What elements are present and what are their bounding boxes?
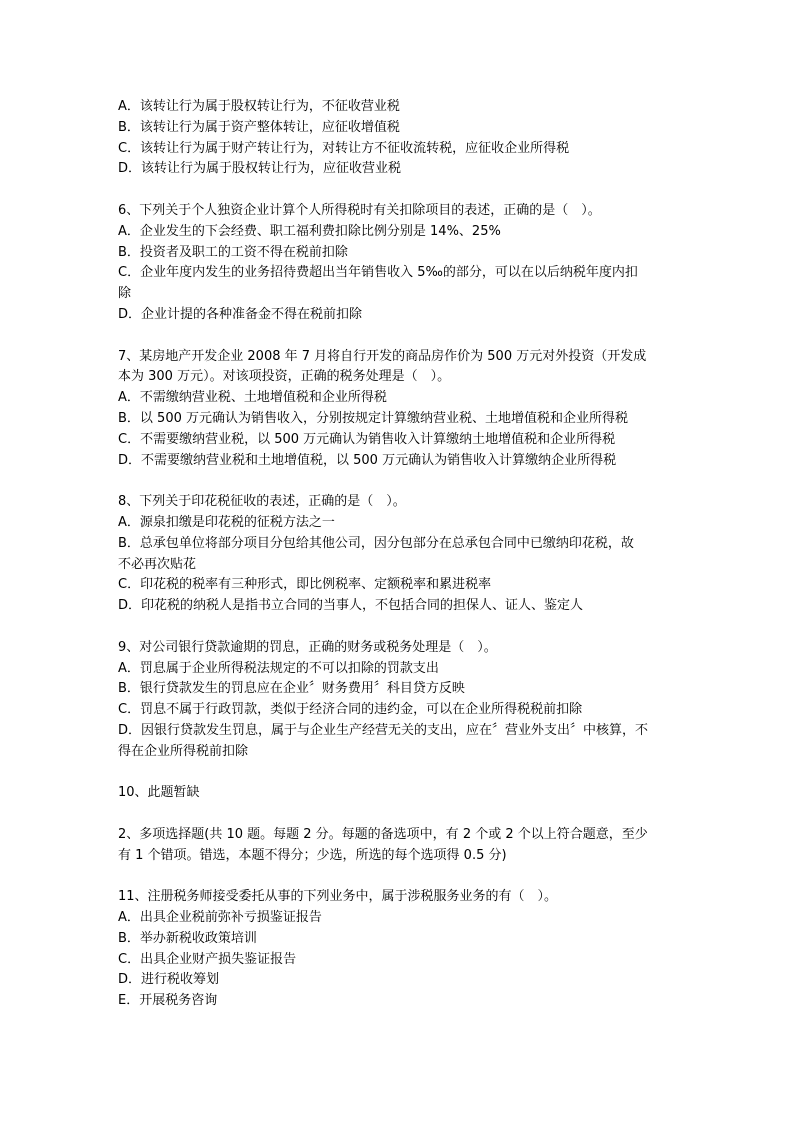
q7-option-a: A．不需缴纳营业税、土地增值税和企业所得税 [118, 390, 387, 406]
q7-stem: 7、某房地产开发企业 2008 年 7 月将自行开发的商品房作价为 500 万元对外投资（开发成 [118, 348, 647, 364]
q6-option-c: C．企业年度内发生的业务招待费超出当年销售收入 5‰的部分，可以在以后纳税年度内扣 [118, 265, 638, 281]
q5-option-d: D．该转让行为属于股权转让行为，应征收营业税 [118, 161, 402, 177]
q6-option-b: B．投资者及职工的工资不得在税前扣除 [118, 244, 348, 260]
question-8 [118, 492, 678, 617]
q11-option-e: E．开展税务咨询 [118, 993, 218, 1009]
q11-stem: 11、注册税务师接受委托从事的下列业务中，属于涉税服务业务的有（ ）。 [118, 889, 558, 905]
q6-option-c-cont: 除 [118, 286, 132, 302]
q6-option-a: A．企业发生的下会经费、职工福利费扣除比例分别是 14%、25% [118, 223, 501, 239]
q7-option-c: C．不需要缴纳营业税，以 500 万元确认为销售收入计算缴纳土地增值税和企业所得税 [118, 431, 616, 447]
q9-option-d: D．因银行贷款发生罚息，属于与企业生产经营无关的支出，应在〞营业外支出〞中核算，不 [118, 722, 649, 738]
q8-option-c: C．印花税的税率有三种形式，即比例税率、定额税率和累进税率 [118, 577, 492, 593]
q11-option-b: B．举办新税收政策培训 [118, 930, 257, 946]
question-6 [118, 201, 678, 326]
q6-stem: 6、下列关于个人独资企业计算个人所得税时有关扣除项目的表述，正确的是（ ）。 [118, 202, 601, 218]
q9-stem: 9、对公司银行贷款逾期的罚息，正确的财务或税务处理是（ ）。 [118, 639, 497, 655]
section-2-heading-line-2: 有 1 个错项。错选，本题不得分；少选，所选的每个选项得 0.5 分) [118, 847, 507, 863]
q11-option-d: D．进行税收筹划 [118, 972, 220, 988]
q5-option-a: A．该转让行为属于股权转让行为，不征收营业税 [118, 99, 400, 114]
q9-option-d-cont: 得在企业所得税前扣除 [118, 743, 249, 759]
q5-option-c: C．该转让行为属于财产转让行为，对转让方不征收流转税，应征收企业所得税 [118, 140, 570, 156]
q8-option-b: B．总承包单位将部分项目分包给其他公司，因分包部分在总承包合同中已缴纳印花税，故 [118, 535, 634, 551]
q9-option-c: C．罚息不属于行政罚款，类似于经济合同的违约金，可以在企业所得税税前扣除 [118, 702, 583, 718]
question-9 [118, 638, 678, 763]
q11-option-c: C．出具企业财产损失鉴证报告 [118, 951, 297, 967]
section-2-heading [118, 825, 678, 867]
document-page [118, 97, 678, 1033]
q9-option-b: B．银行贷款发生的罚息应在企业〞财务费用〞科目贷方反映 [118, 681, 465, 697]
q11-option-a: A．出具企业税前弥补亏损鉴证报告 [118, 910, 322, 926]
q8-stem: 8、下列关于印花税征收的表述，正确的是（ ）。 [118, 494, 406, 510]
q6-option-d: D．企业计提的各种准备金不得在税前扣除 [118, 306, 363, 322]
q7-option-b: B．以 500 万元确认为销售收入，分别按规定计算缴纳营业税、土地增值税和企业所得税 [118, 410, 628, 426]
q9-option-a: A．罚息属于企业所得税法规定的不可以扣除的罚款支出 [118, 660, 439, 676]
q5-option-b: B．该转让行为属于资产整体转让，应征收增值税 [118, 119, 400, 135]
q8-option-b-cont: 不必再次贴花 [118, 556, 197, 572]
q7-option-d: D．不需要缴纳营业税和土地增值税，以 500 万元确认为销售收入计算缴纳企业所得税 [118, 452, 617, 468]
q7-stem-cont: 本为 300 万元）。对该项投资，正确的税务处理是（ ）。 [118, 369, 451, 385]
q10-stem: 10、此题暂缺 [118, 785, 200, 801]
question-7 [118, 347, 678, 472]
section-2-heading-line-1: 2、多项选择题(共 10 题。每题 2 分。每题的备选项中，有 2 个或 2 个以上符合题意，至少 [118, 826, 648, 842]
q8-option-d: D．印花税的纳税人是指书立合同的当事人，不包括合同的担保人、证人、鉴定人 [118, 598, 584, 614]
question-10 [118, 783, 678, 804]
question-5 [118, 97, 678, 180]
q8-option-a: A．源泉扣缴是印花税的征税方法之一 [118, 514, 335, 530]
question-11 [118, 887, 678, 1012]
